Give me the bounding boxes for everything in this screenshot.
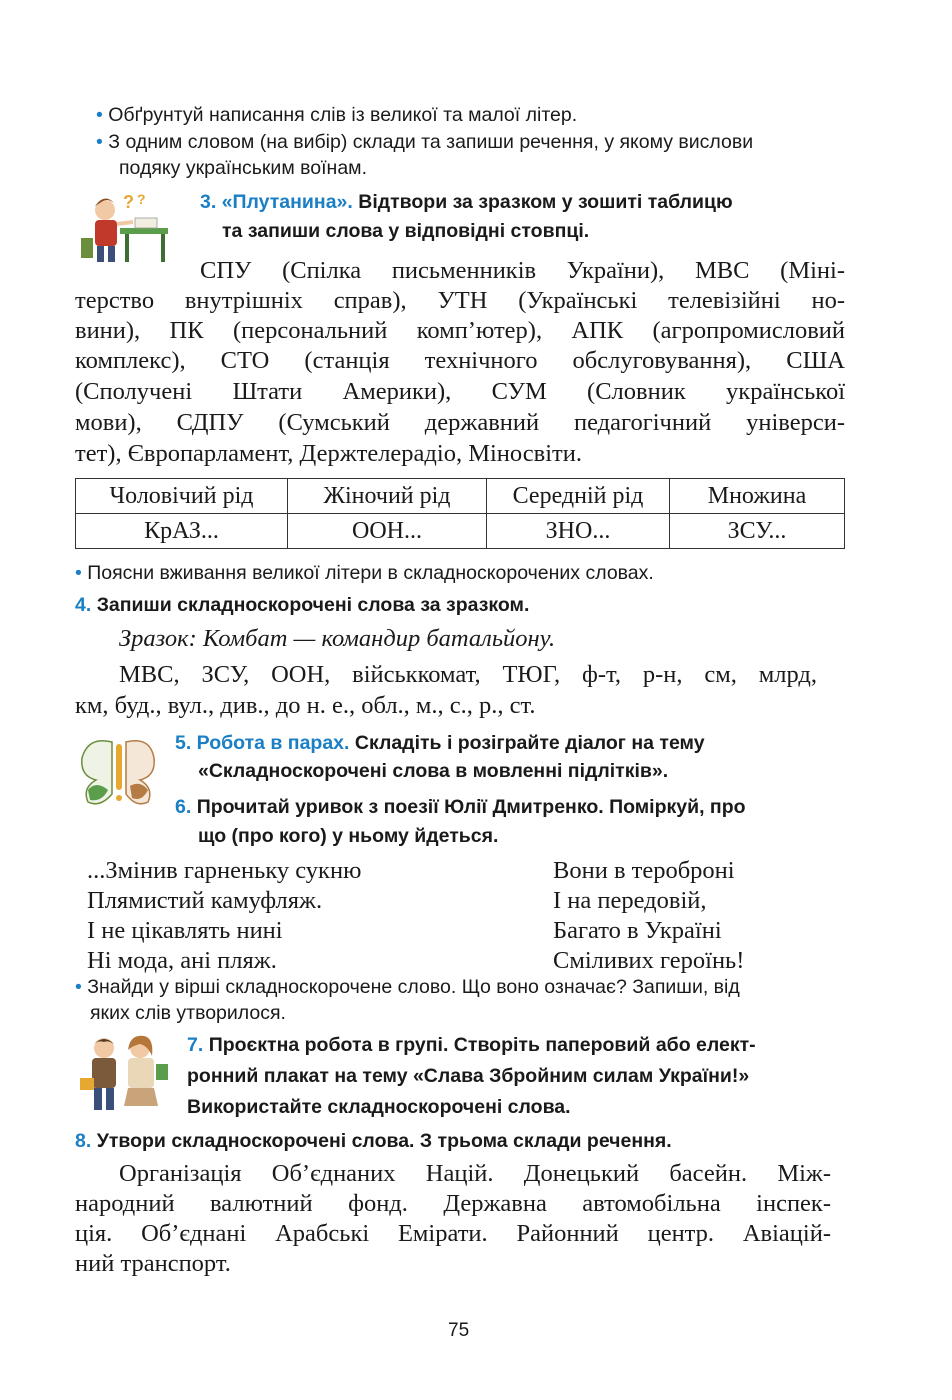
task3-text-line-7: тет), Європарламент, Держтелерадіо, Міносвіти. bbox=[75, 440, 582, 467]
poem-right-line-1: Вони в тероброні bbox=[553, 857, 735, 884]
task8-heading bbox=[75, 1130, 672, 1153]
table-cell: КрАЗ... bbox=[76, 514, 288, 549]
intro-bullet-1 bbox=[96, 104, 577, 127]
table-header-cell: Жіночий рід bbox=[288, 479, 487, 514]
intro-bullet-2-text: З одним словом (на вибір) склади та запиши речення, у якому вислови bbox=[108, 131, 754, 153]
poem-left-line-2: Плямистий камуфляж. bbox=[87, 887, 323, 914]
poem-left-line-4: Ні мода, ані пляж. bbox=[87, 947, 277, 974]
task5-instruction-2: «Складноскорочені слова в мовленні підлітків». bbox=[198, 760, 669, 782]
task3-instruction-2: та запиши слова у відповідні стовпці. bbox=[222, 220, 590, 242]
task3-text-line-2: терство внутрішніх справ), УТН (Українські телевізійні но- bbox=[75, 287, 845, 314]
page-number: 75 bbox=[448, 1320, 470, 1341]
task6-instruction-2: що (про кого) у ньому йдеться. bbox=[198, 825, 499, 847]
task3-instruction-1: Відтвори за зразком у зошиті таблицю bbox=[358, 191, 733, 213]
task4-line-1: МВС, ЗСУ, ООН, військкомат, ТЮГ, ф-т, р-н, см, млрд, bbox=[119, 661, 817, 688]
poem-left-line-3: І не цікавлять нині bbox=[87, 917, 283, 944]
table-header-cell: Чоловічий рід bbox=[76, 479, 288, 514]
table-header-cell: Середній рід bbox=[487, 479, 670, 514]
task5-number: 5. Робота в парах. bbox=[175, 732, 350, 754]
task6-instruction-1: Прочитай уривок з поезії Юлії Дмитренко. Поміркуй, про bbox=[196, 796, 746, 818]
svg-text:?: ? bbox=[123, 192, 134, 212]
intro-bullet-1-text: Обґрунтуй написання слів із великої та малої літер. bbox=[108, 104, 578, 126]
task8-line-1: Організація Об’єднаних Націй. Донецький басейн. Між- bbox=[119, 1160, 831, 1187]
bullet-icon: • bbox=[75, 562, 82, 584]
task6-bullet-2: яких слів утворилося. bbox=[90, 1002, 286, 1024]
poem-right-line-4: Сміливих героїнь! bbox=[553, 947, 745, 974]
task3-bullet bbox=[75, 562, 654, 585]
table-row bbox=[76, 514, 845, 549]
task3-text-line-1: СПУ (Спілка письменників України), МВС (Міні- bbox=[200, 257, 845, 284]
task7-number: 7. bbox=[187, 1034, 204, 1056]
task8-line-2: народний валютний фонд. Державна автомобільна інспек- bbox=[75, 1190, 831, 1217]
students-illustration bbox=[74, 1034, 172, 1112]
task8-instruction: Утвори складноскорочені слова. З трьома склади речення. bbox=[96, 1130, 672, 1152]
task5-instruction-1: Складіть і розіграйте діалог на тему bbox=[354, 732, 705, 754]
task5-heading bbox=[175, 732, 705, 755]
student-at-desk-illustration bbox=[75, 188, 175, 266]
task4-heading bbox=[75, 594, 529, 617]
gender-table bbox=[75, 478, 845, 549]
poem-right-line-3: Багато в Україні bbox=[553, 917, 722, 944]
task8-line-3: ція. Об’єднані Арабські Емірати. Районний центр. Авіацій- bbox=[75, 1220, 831, 1247]
table-header-cell: Множина bbox=[670, 479, 845, 514]
intro-bullet-2-cont: подяку українським воїнам. bbox=[119, 157, 367, 179]
table-cell: ЗНО... bbox=[487, 514, 670, 549]
task3-heading bbox=[200, 191, 733, 214]
table-header-row bbox=[76, 479, 845, 514]
task4-instruction: Запиши складноскорочені слова за зразком. bbox=[96, 594, 530, 616]
task6-bullet-1 bbox=[75, 976, 740, 999]
intro-bullet-2 bbox=[96, 131, 753, 154]
task7-line-1: Проєктна робота в групі. Створіть паперовий або елект- bbox=[208, 1034, 756, 1056]
bullet-icon: • bbox=[96, 104, 103, 126]
poem-left-line-1: ...Змінив гарненьку сукню bbox=[87, 857, 362, 884]
table-cell: ООН... bbox=[288, 514, 487, 549]
task8-line-4: ний транспорт. bbox=[75, 1250, 231, 1277]
task3-bullet-text: Поясни вживання великої літери в складноскорочених словах. bbox=[87, 562, 654, 584]
task7-line-1-wrap bbox=[187, 1034, 756, 1057]
task4-sample: Зразок: Комбат — командир батальйону. bbox=[119, 625, 556, 652]
task3-text-line-3: вини), ПК (персональний комп’ютер), АПК (агропромисловий bbox=[75, 317, 845, 344]
task6-number: 6. bbox=[175, 796, 192, 818]
poem-right-line-2: І на передовій, bbox=[553, 887, 707, 914]
bullet-icon: • bbox=[96, 131, 103, 153]
task3-text-line-5: (Сполучені Штати Америки), СУМ (Словник української bbox=[75, 378, 845, 405]
task7-line-2: ронний плакат на тему «Слава Збройним силам України!» bbox=[187, 1065, 750, 1087]
task6-bullet-text: Знайди у вірші складноскорочене слово. Що воно означає? Запиши, від bbox=[87, 976, 740, 998]
task3-text-line-4: комплекс), СТО (станція технічного обслуговування), США bbox=[75, 347, 845, 374]
task8-number: 8. bbox=[75, 1130, 92, 1152]
task4-line-2: км, буд., вул., див., до н. е., обл., м., с., р., ст. bbox=[75, 692, 536, 719]
butterfly-illustration bbox=[78, 736, 158, 808]
task6-heading bbox=[175, 796, 746, 819]
bullet-icon: • bbox=[75, 976, 82, 998]
task4-number: 4. bbox=[75, 594, 92, 616]
task3-text-line-6: мови), СДПУ (Сумський державний педагогічний універси- bbox=[75, 409, 845, 436]
task3-number: 3. «Плутанина». bbox=[200, 191, 353, 213]
task7-line-3: Використайте складноскорочені слова. bbox=[187, 1096, 571, 1118]
svg-text:?: ? bbox=[137, 191, 146, 207]
table-cell: ЗСУ... bbox=[670, 514, 845, 549]
